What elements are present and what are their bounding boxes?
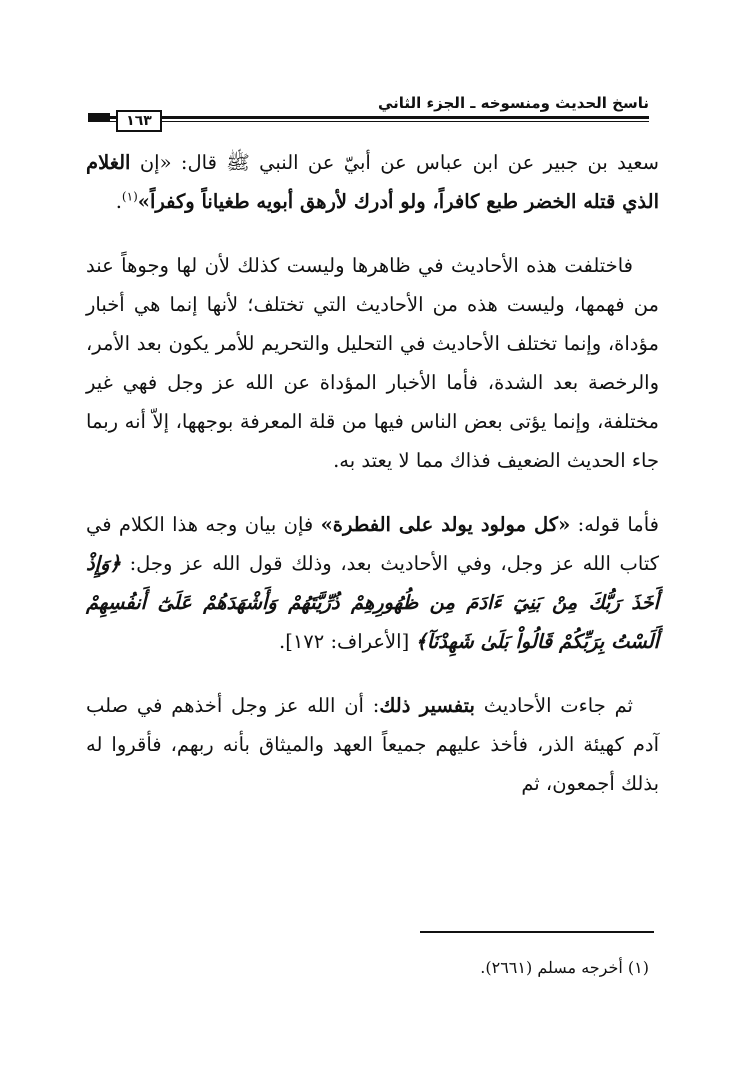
paragraph-1: سعيد بن جبير عن ابن عباس عن أبيّ عن النبي ﷺ قال: «إن الغلام الذي قتله الخضر طبع كافراً، ولو أدرك لأرهق أبويه طغياناً وكفراً»$^{(١)}$.	[86, 151, 660, 213]
header-rule-thin	[88, 121, 649, 122]
paragraph-4-intro: ثم جاءت الأحاديث	[474, 694, 633, 717]
quran-verse: ﴿وَإِذْ أَخَذَ رَبُّكَ مِنْ بَنِيٓ ءَادَمَ مِن ظُهُورِهِمْ ذُرِّيَّتَهُمْ وَأَشْهَدَهُمْ عَلَىٰٓ أَنفُسِهِمْ أَلَسْتُ بِرَبِّكُمْ قَالُواْ بَلَىٰ شَهِدْنَآ﴾	[86, 552, 659, 653]
header-rule	[88, 116, 649, 119]
main-text	[86, 143, 659, 803]
running-title: ناسخ الحديث ومنسوخه ـ الجزء الثاني	[377, 94, 649, 112]
paragraph-3	[86, 505, 659, 661]
paragraph-3-intro: فأما قوله:	[570, 513, 659, 536]
header-ornament	[88, 113, 110, 123]
paragraph-4	[86, 686, 659, 803]
footnote-separator	[420, 931, 654, 933]
paragraph-1-intro: سعيد بن جبير عن ابن عباس عن أبيّ عن النبي ﷺ قال: «إن	[139, 151, 660, 174]
paragraph-2-text: فاختلفت هذه الأحاديث في ظاهرها وليست كذلك لأن لها وجوهاً عند من فهمها، وليست هذه من الأحاديث التي تختلف؛ لأنها إنما هي أخبار مؤداة، وإنما تختلف الأحاديث في التحليل والتحريم للأمر يكون بعد الأمر، والرخصة بعد الشدة، فأما الأخبار المؤداة عن الله عز وجل فهي غير مختلفة، وإنما يؤتى بعض الناس فيها من قلة المعرفة بوجهها، إلاّ أنه ربما جاء الحديث الضعيف فذاك مما لا يعتد به.	[86, 254, 659, 472]
footnote-ref-1: (١)	[121, 189, 138, 204]
verse-reference: [الأعراف: ١٧٢].	[279, 630, 416, 653]
paragraph-4-text: : أن الله عز وجل أخذهم في صلب آدم كهيئة الذر، فأخذ عليهم جميعاً العهد والميثاق بأنه ربهم، فأقروا له بذلك أجمعون، ثم	[86, 694, 659, 795]
page-header	[88, 94, 649, 134]
footnote-1: (١) أخرجه مسلم (٢٦٦١).	[480, 958, 649, 977]
paragraph-4-bold: بتفسير ذلك	[379, 694, 475, 717]
paragraph-3-text: فإن بيان وجه هذا الكلام في كتاب الله عز وجل، وفي الأحاديث بعد، وذلك قول الله عز وجل:	[86, 513, 659, 575]
paragraph-2	[86, 246, 659, 480]
page-number: ١٦٣	[116, 110, 162, 132]
paragraph-1-hadith: الغلام الذي قتله الخضر طبع كافراً، ولو أدرك لأرهق أبويه طغياناً وكفراً»	[86, 151, 659, 213]
paragraph-3-quote: «كل مولود يولد على الفطرة»	[320, 513, 571, 536]
